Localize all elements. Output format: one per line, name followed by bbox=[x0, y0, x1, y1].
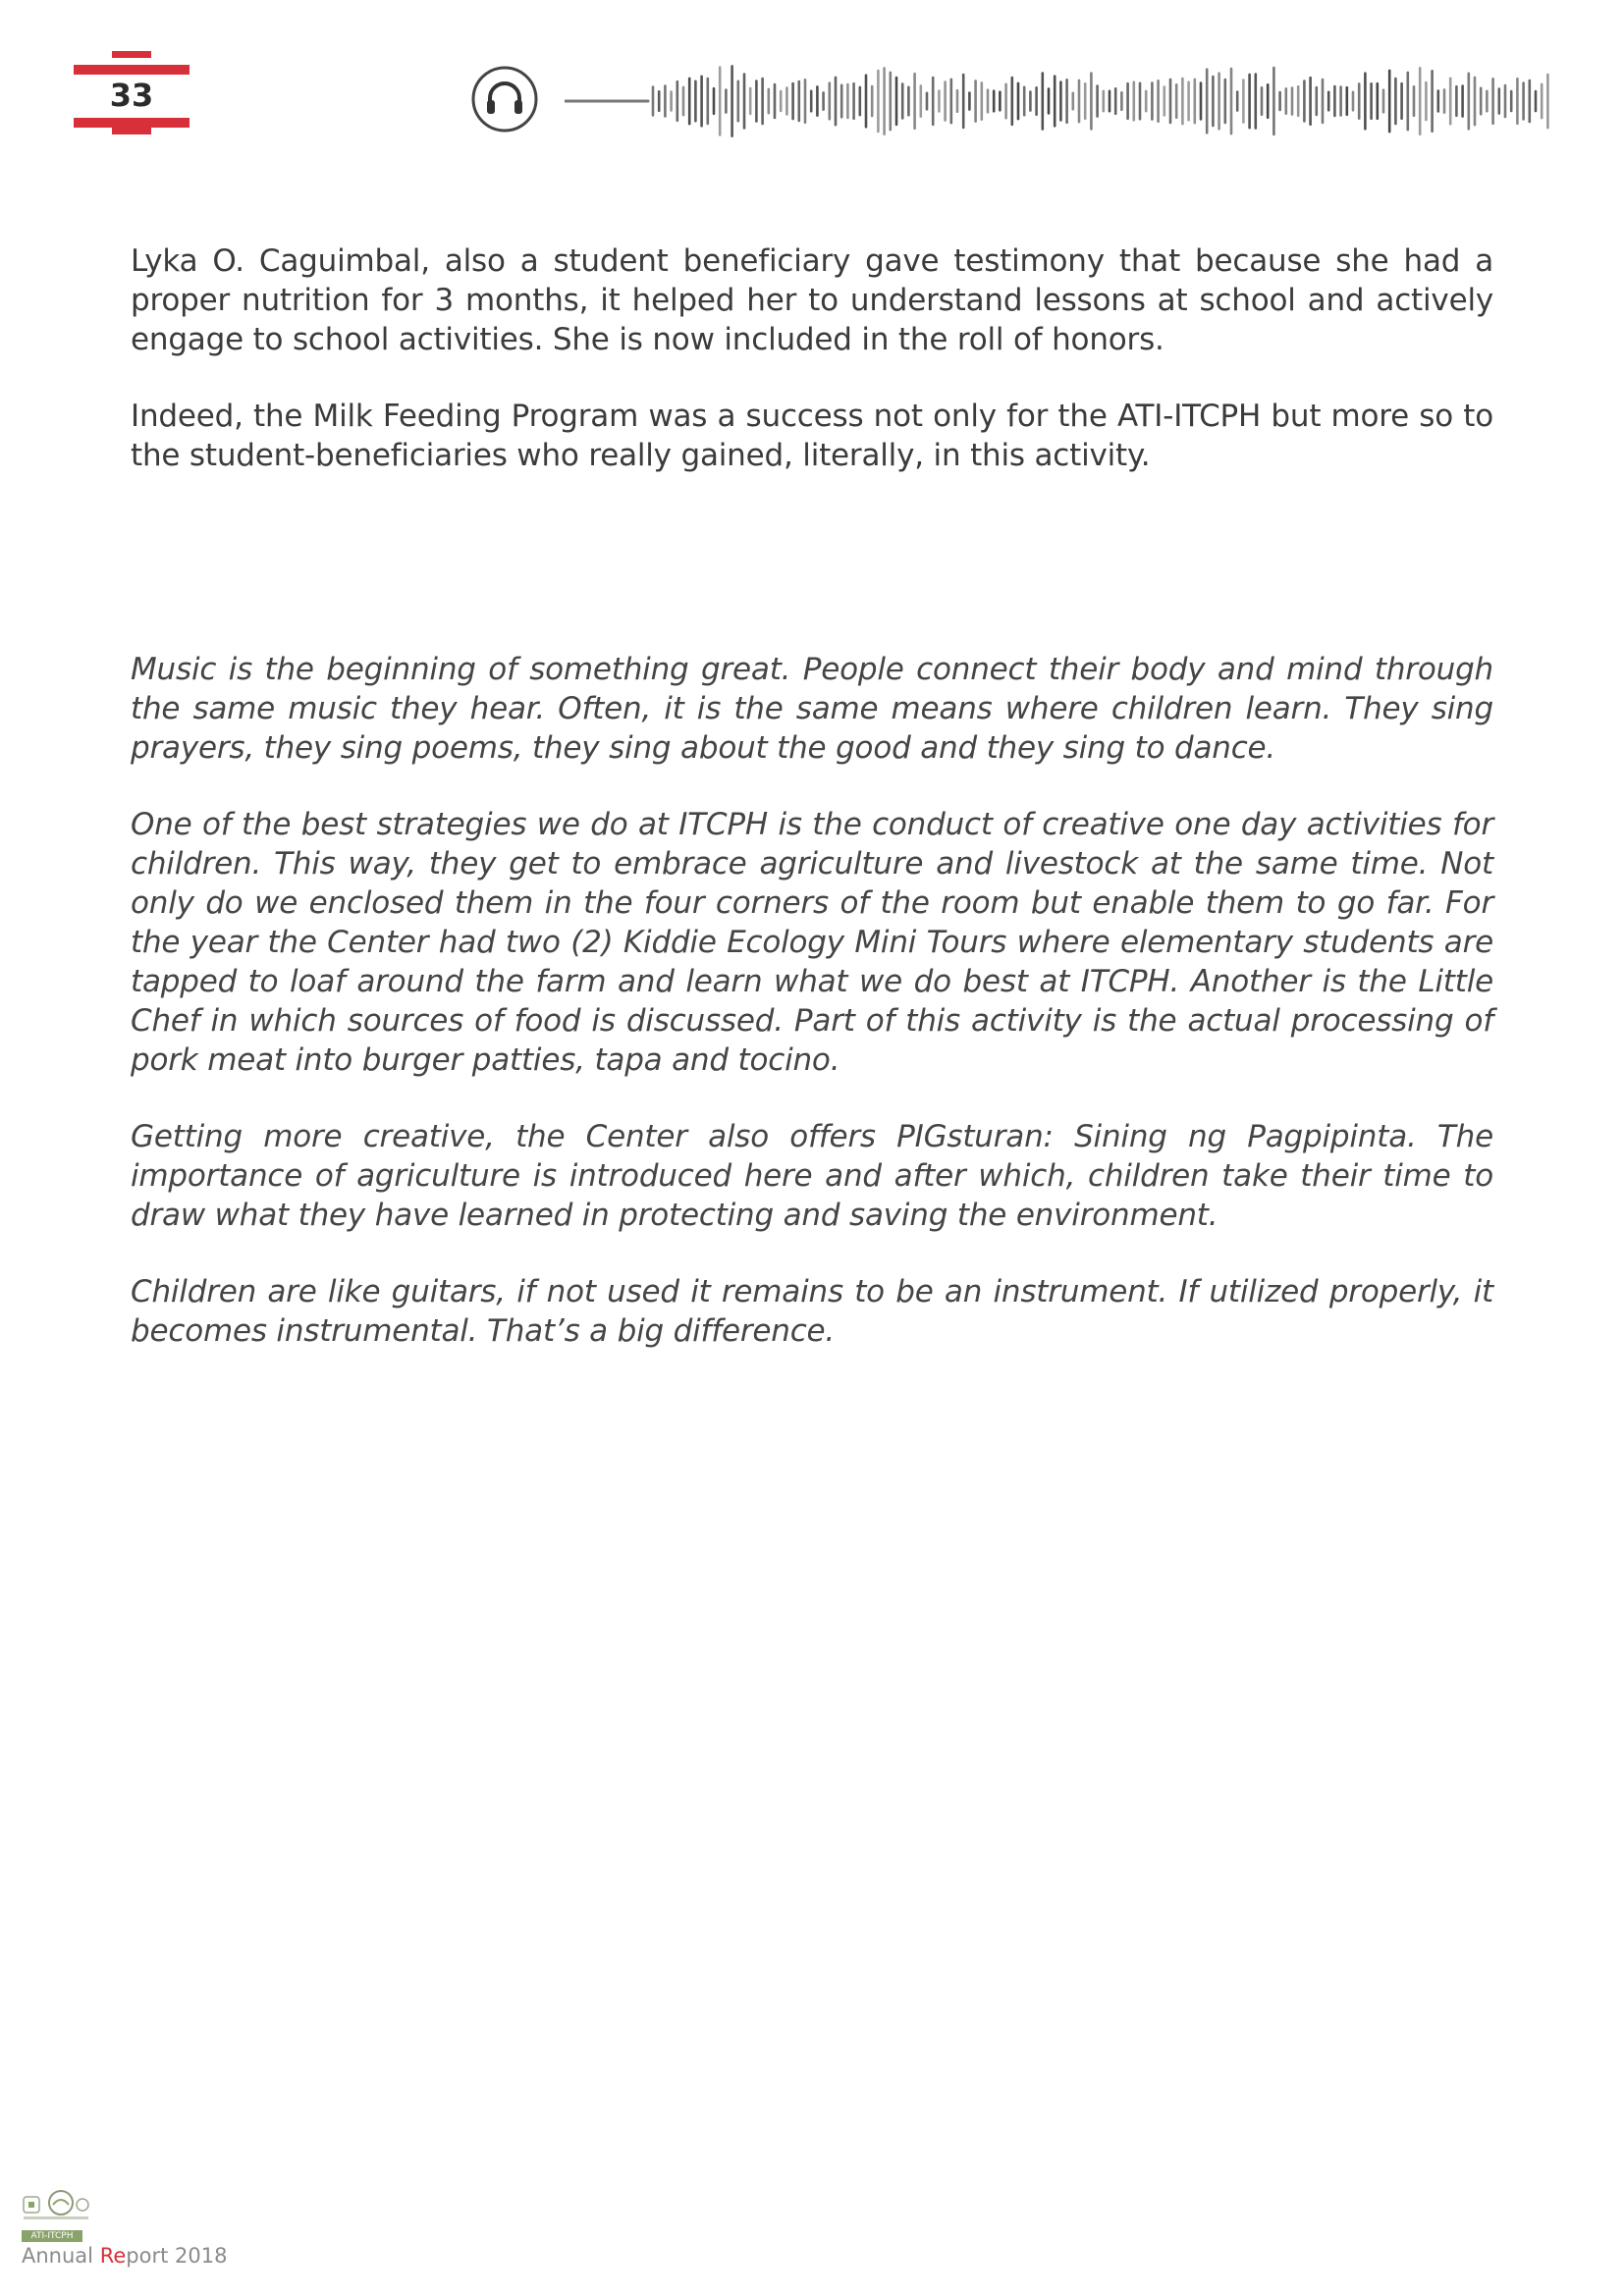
italic-paragraph-3: Getting more creative, the Center also offers PIGsturan: Sining ng Pagpipinta. The importance of agriculture is introduced here and after which, children take their time to draw what they have learned in protecting and saving the environment. bbox=[131, 1119, 1493, 1233]
page-number-bar-top bbox=[74, 65, 189, 75]
headphone-icon bbox=[470, 65, 539, 133]
italic-paragraph-2: One of the best strategies we do at ITCPH is the conduct of creative one day activities for children. This way, they get to embrace agriculture and livestock at the same time. Not only do we enclosed them in the four corners of the room but enable them to go far. For the year the Center had two (2) Kiddie Ecology Mini Tours where elementary students are tapped to loaf around the farm and learn what we do best at ITCPH. Another is the Little Chef in which sources of food is discussed. Part of this activity is the actual processing of pork meat into burger patties, tapa and tocino. bbox=[131, 807, 1493, 1078]
italic-paragraph-4: Children are like guitars, if not used it remains to be an instrument. If utilized properly, it becomes instrumental. That’s a big difference. bbox=[131, 1274, 1493, 1349]
page-number-tab-top bbox=[112, 51, 151, 58]
body-paragraph-2: Indeed, the Milk Feeding Program was a success not only for the ATI-ITCPH but more so to the student-beneficiaries who really gained, literally, in this activity. bbox=[131, 399, 1493, 473]
annual-report-accent: Re bbox=[99, 2244, 127, 2268]
organization-logos bbox=[22, 2187, 90, 2222]
annual-report-prefix: Annual bbox=[22, 2244, 100, 2268]
page-number-block bbox=[74, 49, 189, 128]
body-paragraph-1: Lyka O. Caguimbal, also a student beneficiary gave testimony that because she had a proper nutrition for 3 months, it helped her to understand lessons at school and actively engage to school activities. She is now included in the roll of honors. bbox=[131, 243, 1493, 357]
page-number-tab-bottom bbox=[112, 128, 151, 134]
article-body bbox=[131, 241, 1493, 1388]
page-number: 33 bbox=[109, 77, 154, 114]
italic-paragraph-1: Music is the beginning of something great. People connect their body and mind through the same music they hear. Often, it is the same means where children learn. They sing prayers, they sing poems, they sing about the good and they sing to dance. bbox=[131, 652, 1493, 766]
organization-label: ATI-ITCPH bbox=[22, 2230, 82, 2242]
annual-report-label bbox=[22, 2244, 227, 2268]
footer-logo bbox=[22, 2187, 228, 2285]
page-number-bar-bottom bbox=[74, 118, 189, 128]
annual-report-suffix: port 2018 bbox=[126, 2244, 228, 2268]
sound-waveform bbox=[565, 29, 1556, 167]
